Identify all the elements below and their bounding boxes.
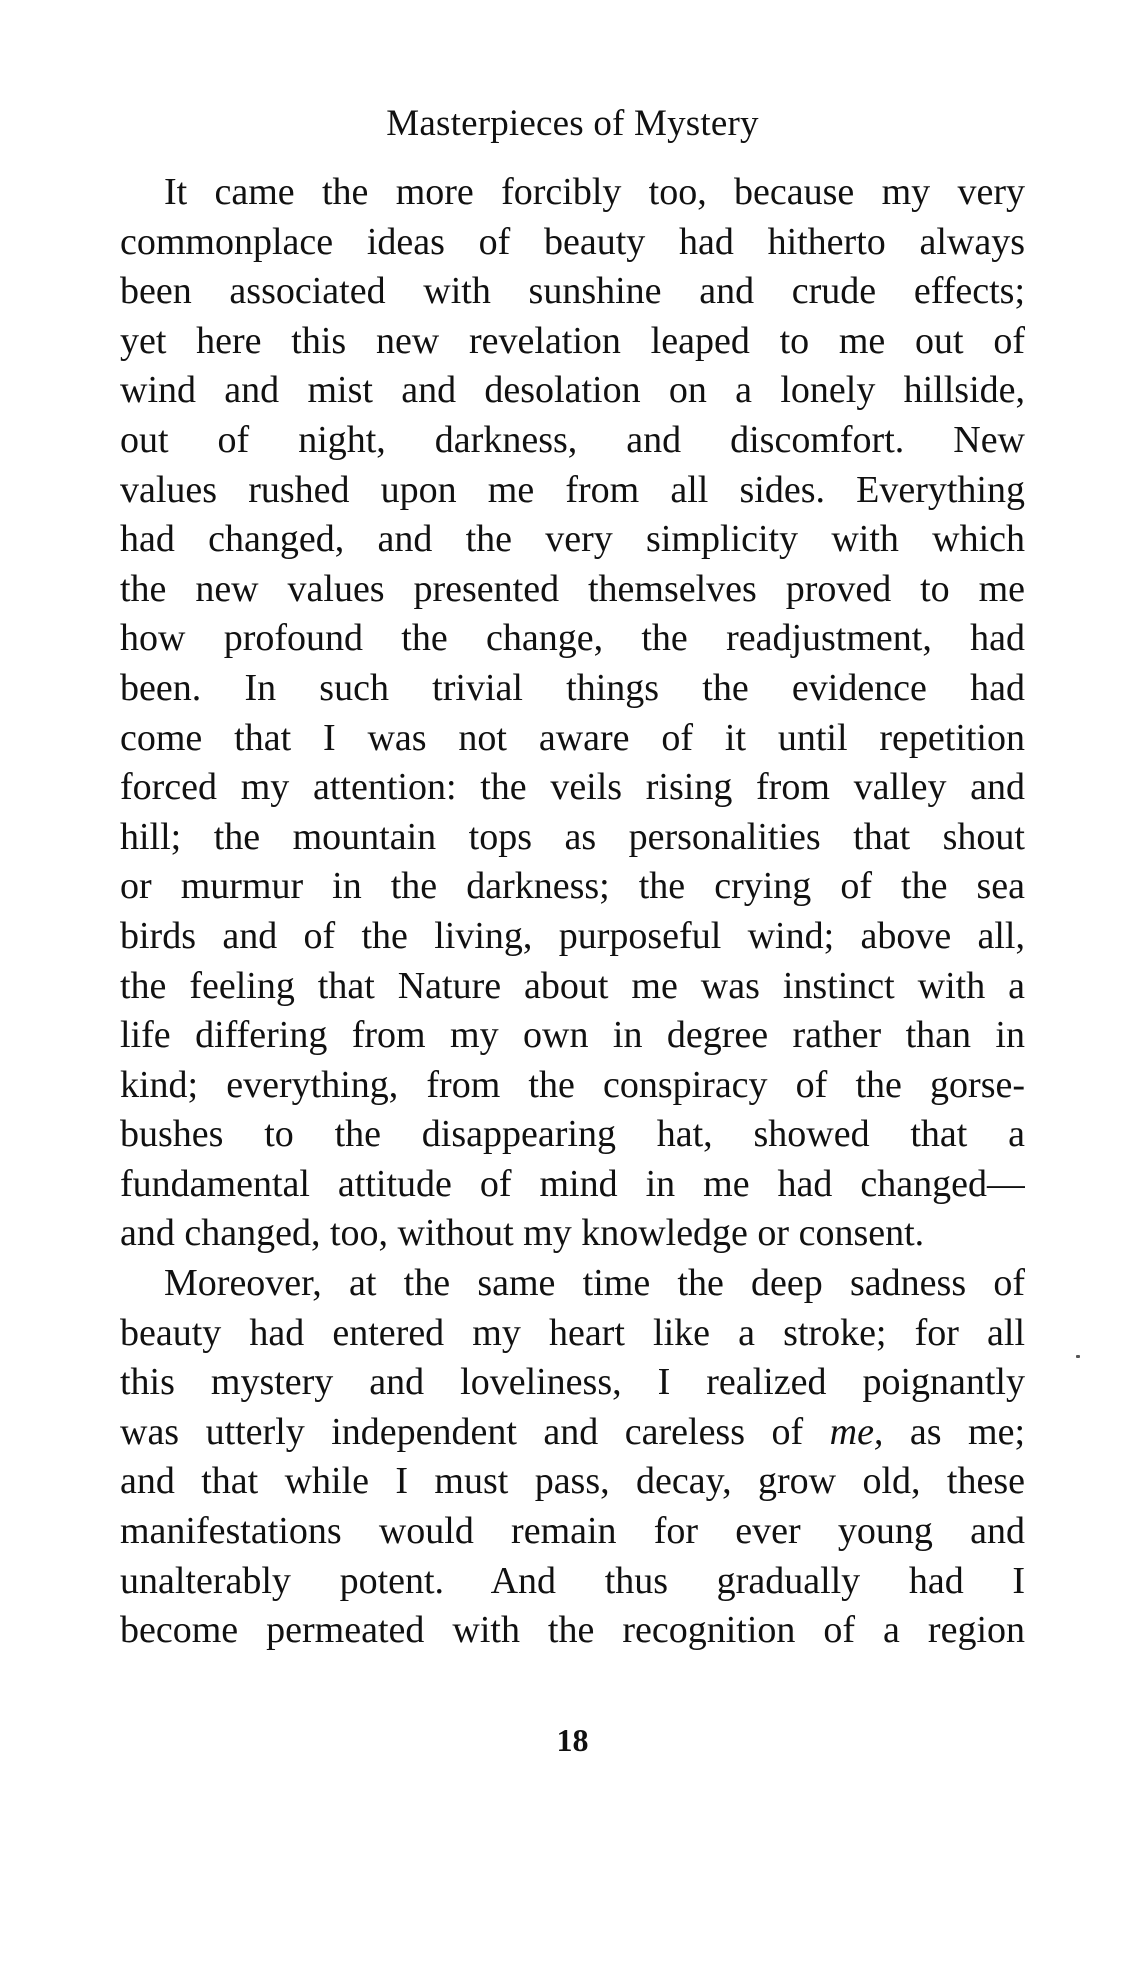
text-line: or murmur in the darkness; the crying of the sea: [120, 865, 1025, 908]
text-line: the new values presented themselves proved to me: [120, 567, 1025, 610]
line-lead: was utterly independent and careless of: [120, 1410, 804, 1453]
text-line: beauty had entered my heart like a stroke; for all: [120, 1311, 1025, 1354]
text-line: been. In such trivial things the evidence had: [120, 666, 1025, 709]
text-line: wind and mist and desolation on a lonely hillside,: [120, 369, 1025, 412]
line-tail: as me;: [883, 1410, 1025, 1453]
text-line: Moreover, at the same time the deep sadness of: [164, 1262, 1025, 1305]
body-text: [120, 168, 1025, 1656]
print-speck: [1076, 1355, 1080, 1358]
text-line: this mystery and loveliness, I realized poignantly: [120, 1361, 1025, 1404]
text-line: kind; everything, from the conspiracy of the gorse-: [120, 1063, 1025, 1106]
text-line: bushes to the disappearing hat, showed that a: [120, 1113, 1025, 1156]
page-number: 18: [556, 1722, 589, 1758]
text-line: hill; the mountain tops as personalities that shout: [120, 815, 1025, 858]
text-line: It came the more forcibly too, because my very: [164, 171, 1025, 213]
text-line: had changed, and the very simplicity with which: [120, 518, 1025, 561]
text-line: unalterably potent. And thus gradually had I: [120, 1559, 1025, 1602]
text-line: fundamental attitude of mind in me had changed—: [120, 1162, 1025, 1205]
emphasized-word: me,: [829, 1410, 884, 1453]
text-line: the feeling that Nature about me was instinct with a: [120, 964, 1025, 1007]
text-line: life differing from my own in degree rather than in: [120, 1014, 1025, 1057]
text-line: birds and of the living, purposeful wind; above all,: [120, 914, 1025, 957]
text-line: been associated with sunshine and crude effects;: [120, 270, 1025, 313]
text-line: out of night, darkness, and discomfort. New: [120, 418, 1025, 461]
running-head-title: Masterpieces of Mystery: [386, 103, 759, 144]
text-line: yet here this new revelation leaped to me out of: [120, 319, 1025, 362]
text-line: and changed, too, without my knowledge or consent.: [120, 1212, 925, 1255]
text-line: how profound the change, the readjustment, had: [120, 617, 1025, 660]
text-line: forced my attention: the veils rising from valley and: [120, 766, 1025, 809]
text-line: come that I was not aware of it until repetition: [120, 716, 1025, 759]
text-line: commonplace ideas of beauty had hitherto always: [120, 220, 1025, 263]
text-line: values rushed upon me from all sides. Everything: [120, 468, 1025, 511]
text-line-with-emphasis: [120, 1408, 1025, 1458]
text-line: become permeated with the recognition of a region: [120, 1609, 1025, 1652]
text-line: and that while I must pass, decay, grow old, these: [120, 1460, 1025, 1503]
text-line: manifestations would remain for ever young and: [120, 1510, 1025, 1553]
